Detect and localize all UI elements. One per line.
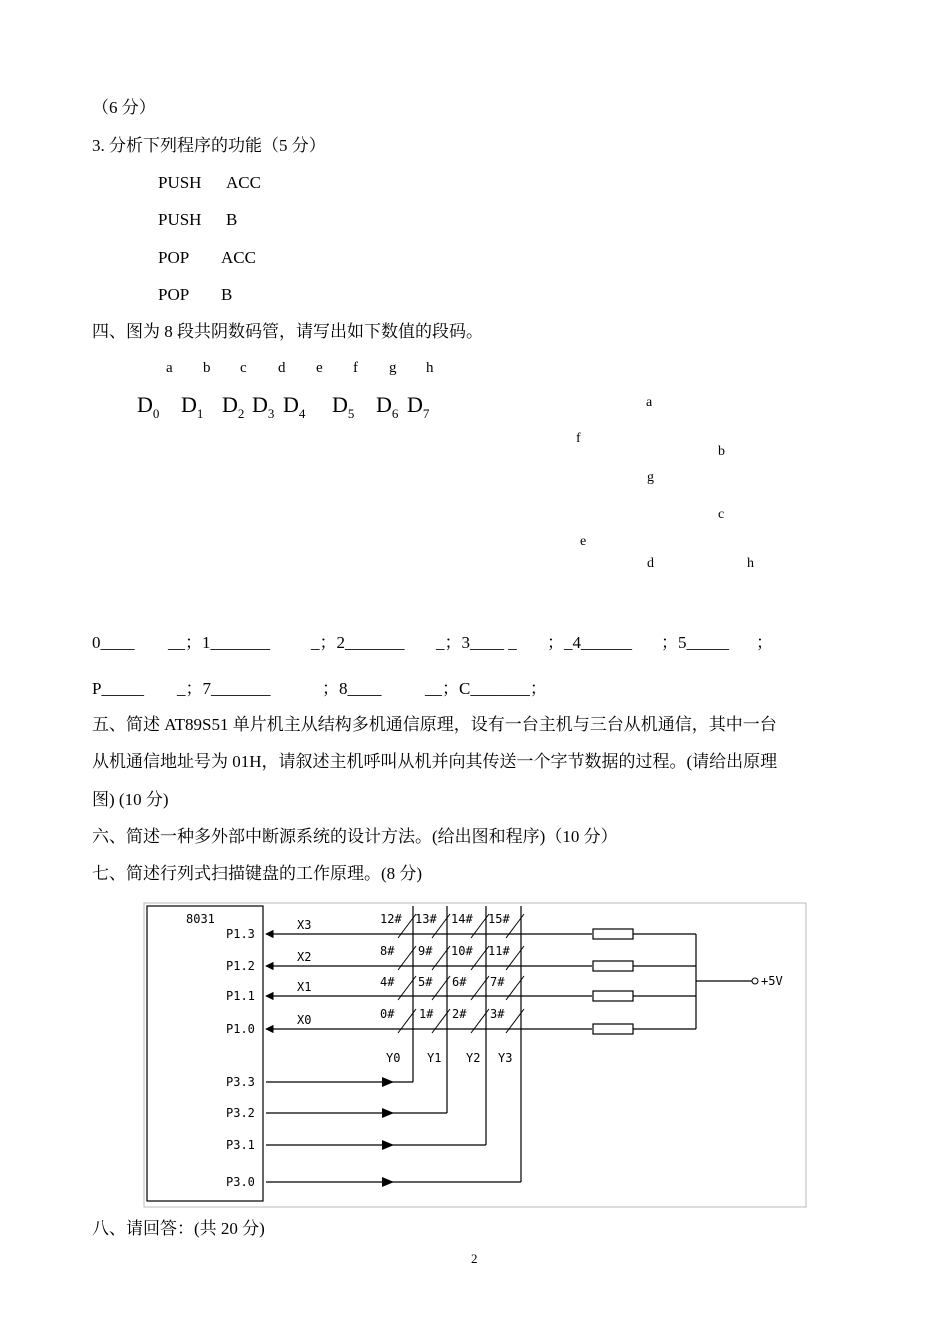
- column-label: Y2: [466, 1051, 481, 1065]
- code-line-op: PUSH: [158, 210, 202, 229]
- answer-blank: __；1_______: [168, 633, 270, 652]
- column-label: Y1: [427, 1051, 442, 1065]
- key-label: 11#: [488, 944, 510, 958]
- data-bit-label: $D_5$: [332, 392, 355, 421]
- score-note: （6 分）: [92, 98, 156, 117]
- segment-letter: b: [203, 360, 211, 376]
- data-bit-label: $D_2$: [222, 392, 245, 421]
- row-label: X0: [297, 1013, 312, 1027]
- segment-letter: d: [278, 360, 286, 376]
- vcc-terminal: [752, 978, 758, 984]
- key-label: 9#: [418, 944, 433, 958]
- question-4: 四、图为 8 段共阴数码管，请写出如下数值的段码。: [92, 322, 483, 341]
- data-bit-label: $D_3$: [252, 392, 275, 421]
- column-port-label: P3.1: [226, 1138, 255, 1152]
- key-label: 14#: [451, 912, 473, 926]
- key-label: 2#: [452, 1007, 467, 1021]
- resistor: [593, 961, 633, 971]
- column-port-label: P3.2: [226, 1106, 255, 1120]
- answer-blank: _；2_______: [311, 633, 405, 652]
- column-arrows: [382, 1077, 394, 1187]
- answer-blank: ；: [756, 633, 773, 652]
- data-bit-label: $D_6$: [376, 392, 399, 421]
- column-port-label: P3.3: [226, 1075, 255, 1089]
- resistor: [593, 929, 633, 939]
- row-port-label: P1.0: [226, 1022, 255, 1036]
- segment-letter: g: [389, 360, 397, 376]
- code-line-op: PUSH: [158, 173, 202, 192]
- page-number: 2: [471, 1251, 478, 1266]
- key-label: 1#: [419, 1007, 434, 1021]
- row-port-label: P1.2: [226, 959, 255, 973]
- segment-letter: e: [316, 360, 323, 376]
- pullup-resistors: [593, 929, 633, 1034]
- segment-label-f: f: [576, 431, 581, 446]
- question-5-line: 图) (10 分): [92, 790, 169, 809]
- vcc-label: +5V: [761, 974, 783, 988]
- key-label: 8#: [380, 944, 395, 958]
- column-label: Y0: [386, 1051, 401, 1065]
- segment-label-d: d: [647, 556, 654, 571]
- key-label: 13#: [415, 912, 437, 926]
- segment-label-b: b: [718, 444, 725, 459]
- segment-label-e: e: [580, 534, 587, 549]
- data-bit-label: $D_1$: [181, 392, 204, 421]
- code-line-arg: ACC: [226, 173, 261, 192]
- answer-blank: ；8____: [322, 679, 382, 698]
- segment-label-a: a: [646, 395, 653, 410]
- segment-label-g: g: [647, 470, 654, 485]
- question-8: 八、请回答：(共 20 分): [92, 1219, 265, 1238]
- row-label: X1: [297, 980, 312, 994]
- row-port-label: P1.3: [226, 927, 255, 941]
- answer-blank: P_____: [92, 679, 144, 698]
- code-line-arg: ACC: [221, 248, 256, 267]
- key-label: 12#: [380, 912, 402, 926]
- segment-letter: a: [166, 360, 173, 376]
- question-5-line: 从机通信地址号为 01H，请叙述主机呼叫从机并向其传送一个字节数据的过程。(请给出原理: [92, 752, 778, 771]
- key-label: 0#: [380, 1007, 395, 1021]
- answer-blank: _；7_______: [177, 679, 271, 698]
- answer-blank: 0____: [92, 633, 135, 652]
- row-label: X3: [297, 918, 312, 932]
- code-line-arg: B: [226, 210, 238, 229]
- code-line-arg: B: [221, 285, 233, 304]
- code-line-op: POP: [158, 248, 190, 267]
- segment-label-h: h: [747, 556, 754, 571]
- answer-blank: ；5_____: [661, 633, 729, 652]
- key-label: 10#: [451, 944, 473, 958]
- resistor: [593, 991, 633, 1001]
- resistor-bus: [633, 934, 752, 1029]
- key-label: 7#: [490, 975, 505, 989]
- data-bit-label: $D_0$: [137, 392, 160, 421]
- segment-letter: c: [240, 360, 247, 376]
- question-5-line: 五、简述 AT89S51 单片机主从结构多机通信原理，设有一台主机与三台从机通信，其中一台: [92, 715, 777, 734]
- segment-letter: h: [426, 360, 434, 376]
- answer-blank: ；_4______: [547, 633, 632, 652]
- segment-letter: f: [353, 360, 358, 376]
- answer-blank: __；C_______；: [425, 679, 547, 698]
- key-label: 4#: [380, 975, 395, 989]
- key-label: 3#: [490, 1007, 505, 1021]
- key-label: 5#: [418, 975, 433, 989]
- question-7: 七、简述行列式扫描键盘的工作原理。(8 分): [92, 864, 423, 883]
- question-6: 六、简述一种多外部中断源系统的设计方法。(给出图和程序)（10 分）: [92, 827, 618, 846]
- question-3: 3. 分析下列程序的功能（5 分）: [92, 136, 326, 155]
- column-label: Y3: [498, 1051, 513, 1065]
- row-label: X2: [297, 950, 312, 964]
- column-port-label: P3.0: [226, 1175, 255, 1189]
- key-label: 6#: [452, 975, 467, 989]
- chip-8031-box: [147, 906, 263, 1201]
- key-label: 15#: [488, 912, 510, 926]
- data-bit-label: $D_7$: [407, 392, 430, 421]
- segment-label-c: c: [718, 507, 725, 522]
- resistor: [593, 1024, 633, 1034]
- chip-label: 8031: [186, 912, 215, 926]
- answer-blank: _；3____ _: [436, 633, 517, 652]
- code-line-op: POP: [158, 285, 190, 304]
- data-bit-label: $D_4$: [283, 392, 306, 421]
- row-port-label: P1.1: [226, 989, 255, 1003]
